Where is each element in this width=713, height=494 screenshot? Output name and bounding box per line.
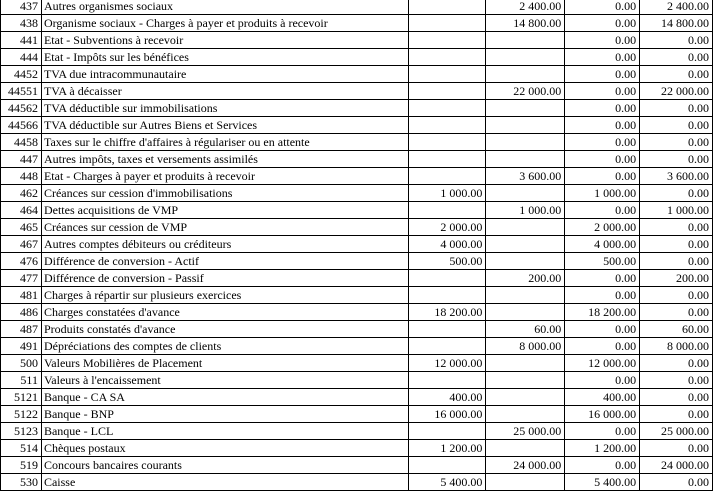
credit-cell[interactable] <box>486 372 565 389</box>
debit-cell[interactable]: 1 200.00 <box>408 440 486 457</box>
table-row[interactable] <box>1 355 713 372</box>
account-label[interactable]: Créances sur cession d'immobilisations <box>41 185 408 202</box>
debit-balance-cell[interactable]: 4 000.00 <box>565 236 640 253</box>
account-code[interactable]: 5121 <box>1 389 42 406</box>
credit-balance-cell[interactable]: 0.00 <box>640 236 713 253</box>
credit-balance-cell[interactable]: 1 000.00 <box>640 202 713 219</box>
account-code[interactable]: 467 <box>1 236 42 253</box>
credit-cell[interactable]: 24 000.00 <box>486 457 565 474</box>
credit-balance-cell[interactable]: 0.00 <box>640 355 713 372</box>
debit-balance-cell[interactable]: 0.00 <box>565 134 640 151</box>
credit-cell[interactable] <box>486 236 565 253</box>
credit-cell[interactable] <box>486 117 565 134</box>
debit-cell[interactable] <box>408 287 486 304</box>
table-row[interactable] <box>1 49 713 66</box>
table-row[interactable] <box>1 219 713 236</box>
debit-balance-cell[interactable]: 0.00 <box>565 0 640 15</box>
debit-cell[interactable] <box>408 117 486 134</box>
debit-balance-cell[interactable]: 0.00 <box>565 168 640 185</box>
table-row[interactable] <box>1 304 713 321</box>
debit-balance-cell[interactable]: 0.00 <box>565 372 640 389</box>
debit-cell[interactable] <box>408 100 486 117</box>
credit-balance-cell[interactable]: 0.00 <box>640 372 713 389</box>
account-code[interactable]: 476 <box>1 253 42 270</box>
account-label[interactable]: Autres organismes sociaux <box>41 0 408 15</box>
debit-cell[interactable] <box>408 270 486 287</box>
account-label[interactable]: Différence de conversion - Actif <box>41 253 408 270</box>
debit-balance-cell[interactable]: 2 000.00 <box>565 219 640 236</box>
account-label[interactable]: Taxes sur le chiffre d'affaires à régulariser ou en attente <box>41 134 408 151</box>
debit-balance-cell[interactable]: 1 000.00 <box>565 185 640 202</box>
credit-cell[interactable] <box>486 151 565 168</box>
debit-balance-cell[interactable]: 500.00 <box>565 253 640 270</box>
debit-balance-cell[interactable]: 400.00 <box>565 389 640 406</box>
credit-cell[interactable]: 200.00 <box>486 270 565 287</box>
debit-cell[interactable]: 18 200.00 <box>408 304 486 321</box>
account-label[interactable]: TVA déductible sur Autres Biens et Services <box>41 117 408 134</box>
credit-cell[interactable]: 60.00 <box>486 321 565 338</box>
account-code[interactable]: 487 <box>1 321 42 338</box>
table-row[interactable] <box>1 32 713 49</box>
account-code[interactable]: 481 <box>1 287 42 304</box>
account-label[interactable]: Créances sur cession de VMP <box>41 219 408 236</box>
account-code[interactable]: 5122 <box>1 406 42 423</box>
credit-cell[interactable] <box>486 287 565 304</box>
credit-cell[interactable] <box>486 219 565 236</box>
table-row[interactable] <box>1 423 713 440</box>
debit-cell[interactable] <box>408 66 486 83</box>
table-row[interactable] <box>1 0 713 15</box>
credit-balance-cell[interactable]: 0.00 <box>640 287 713 304</box>
debit-balance-cell[interactable]: 18 200.00 <box>565 304 640 321</box>
account-label[interactable]: Produits constatés d'avance <box>41 321 408 338</box>
debit-cell[interactable] <box>408 32 486 49</box>
debit-cell[interactable]: 400.00 <box>408 389 486 406</box>
credit-balance-cell[interactable]: 14 800.00 <box>640 15 713 32</box>
account-label[interactable]: Valeurs à l'encaissement <box>41 372 408 389</box>
credit-balance-cell[interactable]: 2 400.00 <box>640 0 713 15</box>
credit-cell[interactable]: 22 000.00 <box>486 83 565 100</box>
debit-cell[interactable]: 4 000.00 <box>408 236 486 253</box>
debit-balance-cell[interactable]: 0.00 <box>565 321 640 338</box>
account-label[interactable]: Autres comptes débiteurs ou créditeurs <box>41 236 408 253</box>
credit-cell[interactable] <box>486 32 565 49</box>
account-code[interactable]: 4452 <box>1 66 42 83</box>
account-code[interactable]: 441 <box>1 32 42 49</box>
account-label[interactable]: TVA déductible sur immobilisations <box>41 100 408 117</box>
credit-balance-cell[interactable]: 60.00 <box>640 321 713 338</box>
account-label[interactable]: Banque - LCL <box>41 423 408 440</box>
account-label[interactable]: Etat - Impôts sur les bénéfices <box>41 49 408 66</box>
account-code[interactable]: 437 <box>1 0 42 15</box>
credit-balance-cell[interactable]: 0.00 <box>640 32 713 49</box>
account-code[interactable]: 500 <box>1 355 42 372</box>
table-row[interactable] <box>1 372 713 389</box>
debit-cell[interactable]: 12 000.00 <box>408 355 486 372</box>
debit-cell[interactable]: 5 400.00 <box>408 474 486 491</box>
account-label[interactable]: Chèques postaux <box>41 440 408 457</box>
account-code[interactable]: 438 <box>1 15 42 32</box>
debit-balance-cell[interactable]: 0.00 <box>565 100 640 117</box>
account-label[interactable]: Dettes acquisitions de VMP <box>41 202 408 219</box>
table-row[interactable] <box>1 406 713 423</box>
account-label[interactable]: Etat - Subventions à recevoir <box>41 32 408 49</box>
debit-balance-cell[interactable]: 1 200.00 <box>565 440 640 457</box>
table-row[interactable] <box>1 253 713 270</box>
credit-cell[interactable]: 3 600.00 <box>486 168 565 185</box>
debit-cell[interactable] <box>408 202 486 219</box>
debit-cell[interactable] <box>408 15 486 32</box>
table-row[interactable] <box>1 457 713 474</box>
account-code[interactable]: 491 <box>1 338 42 355</box>
table-row[interactable] <box>1 83 713 100</box>
debit-cell[interactable] <box>408 168 486 185</box>
account-label[interactable]: Organisme sociaux - Charges à payer et produits à recevoir <box>41 15 408 32</box>
credit-balance-cell[interactable]: 0.00 <box>640 219 713 236</box>
credit-balance-cell[interactable]: 0.00 <box>640 151 713 168</box>
account-code[interactable]: 44562 <box>1 100 42 117</box>
credit-balance-cell[interactable]: 25 000.00 <box>640 423 713 440</box>
credit-balance-cell[interactable]: 3 600.00 <box>640 168 713 185</box>
account-code[interactable]: 464 <box>1 202 42 219</box>
account-code[interactable]: 465 <box>1 219 42 236</box>
debit-cell[interactable] <box>408 457 486 474</box>
table-row[interactable] <box>1 440 713 457</box>
debit-balance-cell[interactable]: 0.00 <box>565 287 640 304</box>
debit-cell[interactable] <box>408 0 486 15</box>
credit-balance-cell[interactable]: 8 000.00 <box>640 338 713 355</box>
debit-cell[interactable] <box>408 423 486 440</box>
credit-cell[interactable] <box>486 304 565 321</box>
table-row[interactable] <box>1 389 713 406</box>
debit-balance-cell[interactable]: 0.00 <box>565 151 640 168</box>
debit-balance-cell[interactable]: 5 400.00 <box>565 474 640 491</box>
table-row[interactable] <box>1 474 713 491</box>
account-label[interactable]: Dépréciations des comptes de clients <box>41 338 408 355</box>
account-code[interactable]: 4458 <box>1 134 42 151</box>
account-label[interactable]: Autres impôts, taxes et versements assimilés <box>41 151 408 168</box>
table-row[interactable] <box>1 287 713 304</box>
credit-balance-cell[interactable]: 0.00 <box>640 389 713 406</box>
debit-balance-cell[interactable]: 0.00 <box>565 202 640 219</box>
debit-cell[interactable]: 500.00 <box>408 253 486 270</box>
credit-balance-cell[interactable]: 0.00 <box>640 474 713 491</box>
trial-balance-body <box>1 0 713 491</box>
account-label[interactable]: Différence de conversion - Passif <box>41 270 408 287</box>
debit-balance-cell[interactable]: 0.00 <box>565 66 640 83</box>
table-row[interactable] <box>1 338 713 355</box>
account-label[interactable]: Caisse <box>41 474 408 491</box>
credit-balance-cell[interactable]: 0.00 <box>640 253 713 270</box>
table-row[interactable] <box>1 270 713 287</box>
table-row[interactable] <box>1 202 713 219</box>
account-label[interactable]: Concours bancaires courants <box>41 457 408 474</box>
account-code[interactable]: 44551 <box>1 83 42 100</box>
account-label[interactable]: TVA due intracommunautaire <box>41 66 408 83</box>
table-row[interactable] <box>1 134 713 151</box>
credit-cell[interactable] <box>486 100 565 117</box>
account-code[interactable]: 462 <box>1 185 42 202</box>
credit-balance-cell[interactable]: 0.00 <box>640 440 713 457</box>
debit-balance-cell[interactable]: 0.00 <box>565 49 640 66</box>
table-row[interactable] <box>1 15 713 32</box>
credit-balance-cell[interactable]: 0.00 <box>640 406 713 423</box>
debit-cell[interactable] <box>408 83 486 100</box>
debit-balance-cell[interactable]: 0.00 <box>565 338 640 355</box>
account-code[interactable]: 447 <box>1 151 42 168</box>
table-row[interactable] <box>1 66 713 83</box>
credit-cell[interactable] <box>486 440 565 457</box>
account-code[interactable]: 44566 <box>1 117 42 134</box>
credit-balance-cell[interactable]: 0.00 <box>640 49 713 66</box>
debit-balance-cell[interactable]: 0.00 <box>565 457 640 474</box>
credit-cell[interactable]: 2 400.00 <box>486 0 565 15</box>
account-code[interactable]: 477 <box>1 270 42 287</box>
table-row[interactable] <box>1 100 713 117</box>
credit-cell[interactable] <box>486 389 565 406</box>
account-label[interactable]: Charges constatées d'avance <box>41 304 408 321</box>
account-code[interactable]: 5123 <box>1 423 42 440</box>
account-label[interactable]: TVA à décaisser <box>41 83 408 100</box>
credit-cell[interactable] <box>486 185 565 202</box>
table-row[interactable] <box>1 185 713 202</box>
account-label[interactable]: Valeurs Mobilières de Placement <box>41 355 408 372</box>
debit-cell[interactable]: 16 000.00 <box>408 406 486 423</box>
debit-balance-cell[interactable]: 0.00 <box>565 117 640 134</box>
debit-cell[interactable] <box>408 134 486 151</box>
account-code[interactable]: 511 <box>1 372 42 389</box>
table-row[interactable] <box>1 117 713 134</box>
credit-cell[interactable] <box>486 134 565 151</box>
credit-cell[interactable] <box>486 66 565 83</box>
debit-cell[interactable] <box>408 49 486 66</box>
credit-cell[interactable]: 1 000.00 <box>486 202 565 219</box>
account-code[interactable]: 444 <box>1 49 42 66</box>
credit-balance-cell[interactable]: 0.00 <box>640 117 713 134</box>
account-code[interactable]: 530 <box>1 474 42 491</box>
debit-balance-cell[interactable]: 12 000.00 <box>565 355 640 372</box>
credit-balance-cell[interactable]: 24 000.00 <box>640 457 713 474</box>
account-code[interactable]: 448 <box>1 168 42 185</box>
credit-balance-cell[interactable]: 0.00 <box>640 185 713 202</box>
debit-balance-cell[interactable]: 0.00 <box>565 423 640 440</box>
debit-balance-cell[interactable]: 0.00 <box>565 83 640 100</box>
account-label[interactable]: Charges à répartir sur plusieurs exercices <box>41 287 408 304</box>
debit-cell[interactable] <box>408 372 486 389</box>
credit-balance-cell[interactable]: 0.00 <box>640 134 713 151</box>
debit-cell[interactable]: 2 000.00 <box>408 219 486 236</box>
debit-cell[interactable] <box>408 338 486 355</box>
debit-balance-cell[interactable]: 0.00 <box>565 32 640 49</box>
credit-balance-cell[interactable]: 0.00 <box>640 66 713 83</box>
credit-cell[interactable]: 14 800.00 <box>486 15 565 32</box>
credit-cell[interactable]: 25 000.00 <box>486 423 565 440</box>
credit-balance-cell[interactable]: 200.00 <box>640 270 713 287</box>
table-row[interactable] <box>1 321 713 338</box>
table-row[interactable] <box>1 236 713 253</box>
credit-cell[interactable] <box>486 355 565 372</box>
debit-cell[interactable]: 1 000.00 <box>408 185 486 202</box>
account-label[interactable]: Etat - Charges à payer et produits à recevoir <box>41 168 408 185</box>
account-code[interactable]: 514 <box>1 440 42 457</box>
credit-balance-cell[interactable]: 0.00 <box>640 100 713 117</box>
debit-balance-cell[interactable]: 16 000.00 <box>565 406 640 423</box>
table-row[interactable] <box>1 151 713 168</box>
debit-cell[interactable] <box>408 321 486 338</box>
credit-cell[interactable] <box>486 474 565 491</box>
credit-balance-cell[interactable]: 22 000.00 <box>640 83 713 100</box>
credit-cell[interactable]: 8 000.00 <box>486 338 565 355</box>
account-code[interactable]: 486 <box>1 304 42 321</box>
debit-balance-cell[interactable]: 0.00 <box>565 270 640 287</box>
debit-balance-cell[interactable]: 0.00 <box>565 15 640 32</box>
debit-cell[interactable] <box>408 151 486 168</box>
account-code[interactable]: 519 <box>1 457 42 474</box>
credit-cell[interactable] <box>486 406 565 423</box>
account-label[interactable]: Banque - CA SA <box>41 389 408 406</box>
table-row[interactable] <box>1 168 713 185</box>
account-label[interactable]: Banque - BNP <box>41 406 408 423</box>
credit-balance-cell[interactable]: 0.00 <box>640 304 713 321</box>
credit-cell[interactable] <box>486 253 565 270</box>
credit-cell[interactable] <box>486 49 565 66</box>
